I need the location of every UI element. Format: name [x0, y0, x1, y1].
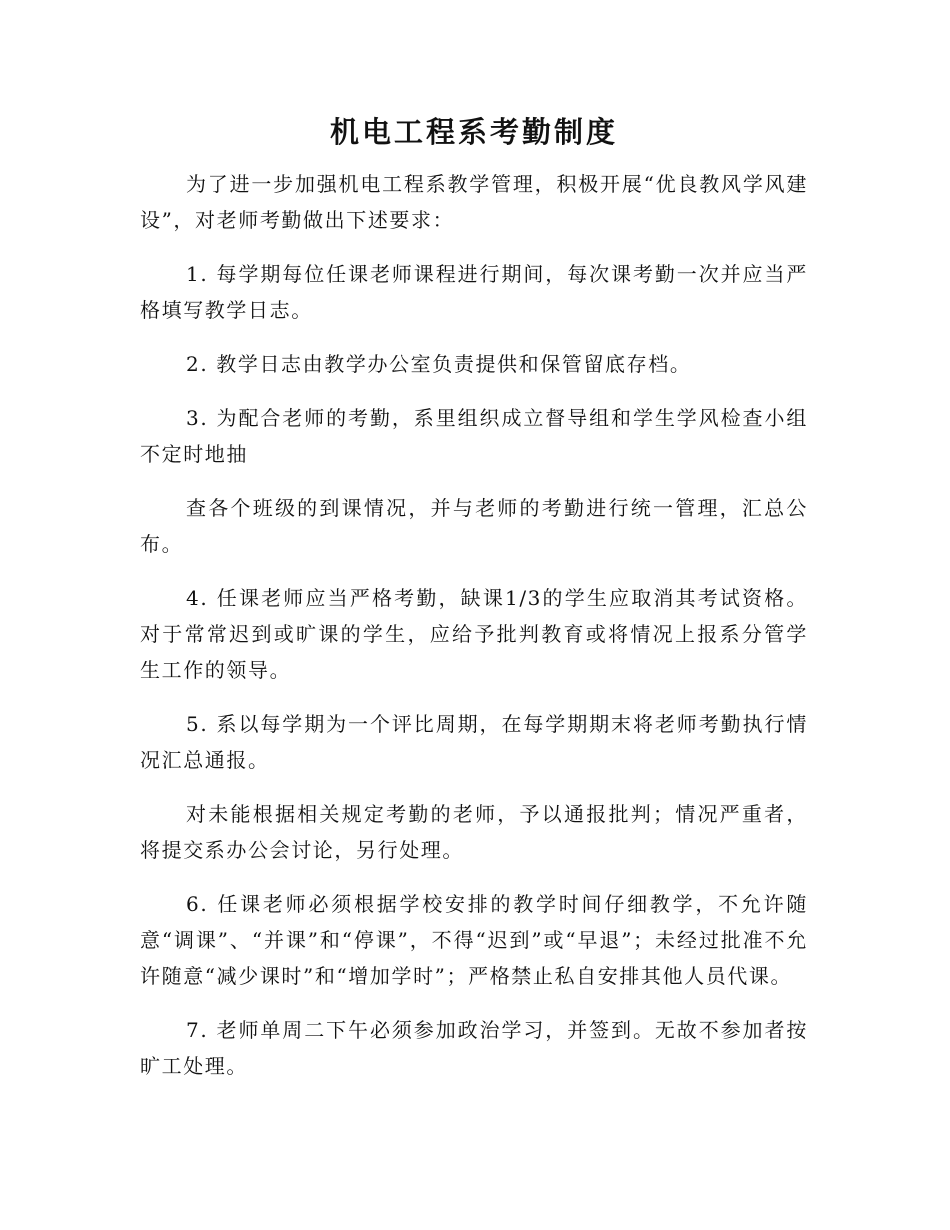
paragraph-item-2: 2. 教学日志由教学办公室负责提供和保管留底存档。	[186, 352, 692, 376]
paragraph-item-4: 4. 任课老师应当严格考勤，缺课1/3的学生应取消其考试资格。对于常常迟到或旷课的学生，应给予批判教育或将情况上报系分管学生工作的领导。	[140, 586, 808, 682]
paragraph-item-1: 1. 每学期每位任课老师课程进行期间，每次课考勤一次并应当严格填写教学日志。	[140, 262, 808, 322]
paragraph-intro: 为了进一步加强机电工程系教学管理，积极开展“优良教风学风建设”，对老师考勤做出下述要求：	[140, 172, 808, 232]
paragraph-item-3-continued: 查各个班级的到课情况，并与老师的考勤进行统一管理，汇总公布。	[140, 496, 808, 556]
paragraph-item-5: 5. 系以每学期为一个评比周期，在每学期期末将老师考勤执行情况汇总通报。	[140, 712, 808, 772]
paragraph-item-5-continued: 对未能根据相关规定考勤的老师，予以通报批判；情况严重者，将提交系办公会讨论，另行处理。	[140, 802, 808, 862]
paragraph-item-3: 3. 为配合老师的考勤，系里组织成立督导组和学生学风检查小组不定时地抽	[140, 406, 808, 466]
document-title: 机电工程系考勤制度	[329, 115, 618, 149]
paragraph-item-7: 7. 老师单周二下午必须参加政治学习，并签到。无故不参加者按旷工处理。	[140, 1018, 808, 1078]
paragraph-item-6: 6. 任课老师必须根据学校安排的教学时间仔细教学，不允许随意“调课”、“并课”和“停课”，不得“迟到”或“早退”；未经过批准不允许随意“减少课时”和“增加学时”；严格禁止私自安排其他人员代课。	[140, 892, 808, 988]
document-page	[140, 110, 808, 1102]
